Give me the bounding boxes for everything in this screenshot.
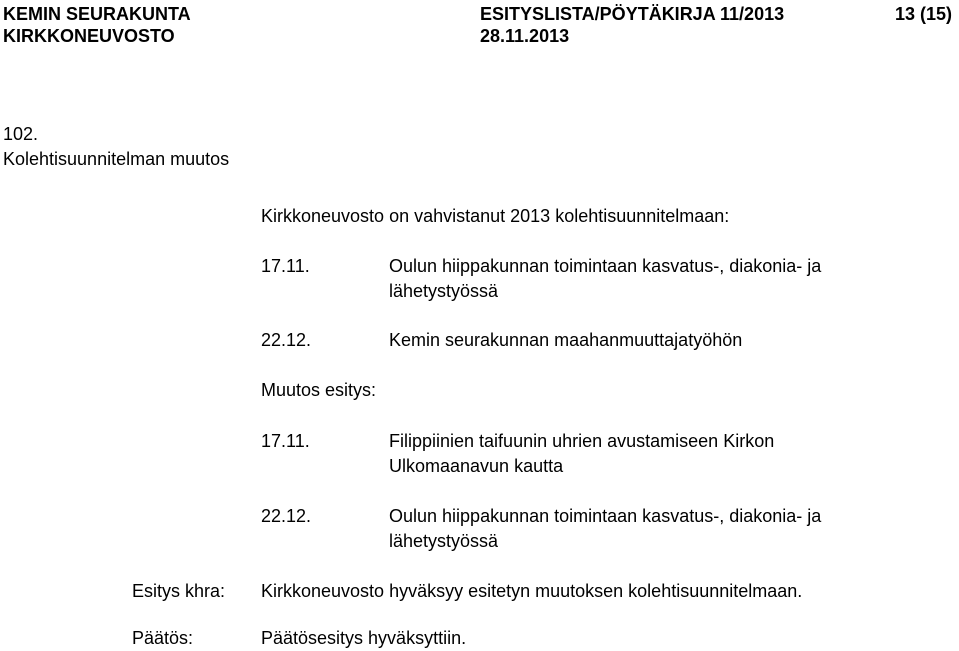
current-plan-text: Oulun hiippakunnan toimintaan kasvatus-, diakonia- ja [389,256,822,276]
current-plan-date: 17.11. [261,256,310,276]
header-doc-type: ESITYSLISTA/PÖYTÄKIRJA 11/2013 [480,4,785,24]
proposed-plan-text-cont: Ulkomaanavun kautta [389,456,564,476]
proposed-plan-date: 17.11. [261,431,310,451]
proposed-plan-text-cont: lähetystyössä [389,531,499,551]
proposed-plan-text: Oulun hiippakunnan toimintaan kasvatus-, diakonia- ja [389,506,822,526]
header-date: 28.11.2013 [480,26,570,46]
change-label: Muutos esitys: [261,380,377,400]
header-org: KEMIN SEURAKUNTA [3,4,191,24]
header-body: KIRKKONEUVOSTO [3,26,175,46]
header-page-number: 13 (15) [895,4,953,24]
intro-text: Kirkkoneuvosto on vahvistanut 2013 kolehtisuunnitelmaan: [261,206,730,226]
current-plan-text-cont: lähetystyössä [389,281,499,301]
decision-text: Päätösesitys hyväksyttiin. [261,628,467,648]
decision-label: Päätös: [132,628,194,648]
proposed-plan-text: Filippiinien taifuunin uhrien avustamiseen Kirkon [389,431,775,451]
current-plan-text: Kemin seurakunnan maahanmuuttajatyöhön [389,330,743,350]
current-plan-date: 22.12. [261,330,312,350]
proposal-label: Esitys khra: [132,581,226,601]
proposal-text: Kirkkoneuvosto hyväksyy esitetyn muutoksen kolehtisuunnitelmaan. [261,581,803,601]
proposed-plan-date: 22.12. [261,506,312,526]
item-number: 102. [3,124,39,144]
item-title: Kolehtisuunnitelman muutos [3,149,230,169]
